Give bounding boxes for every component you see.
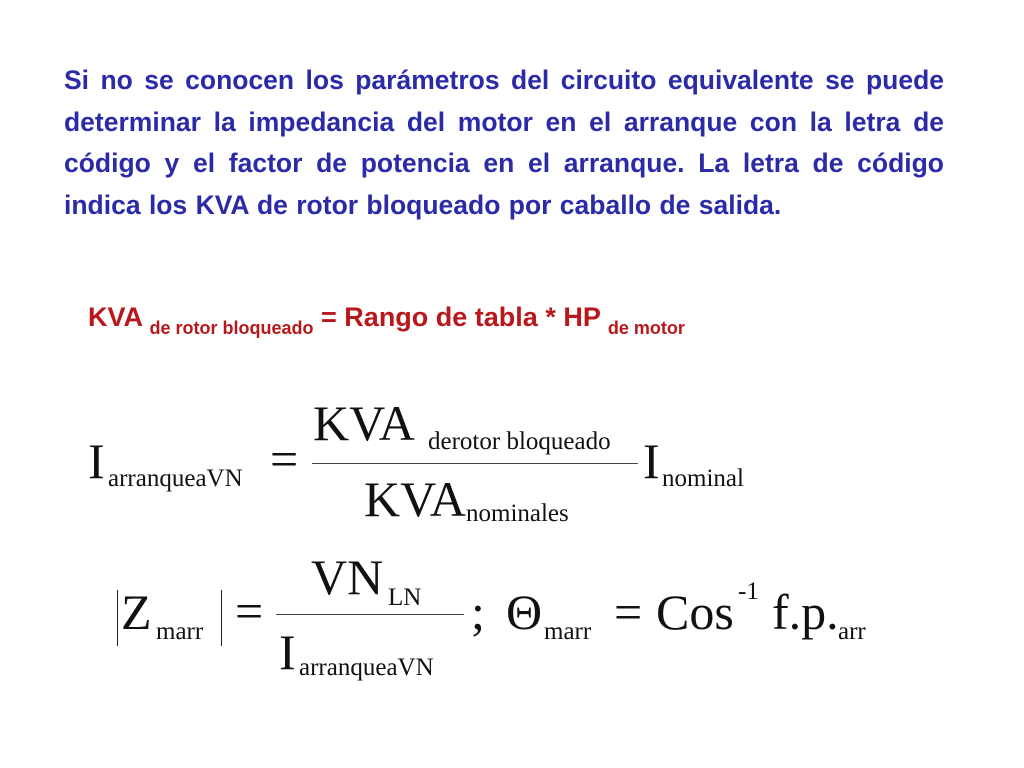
eq1-denominator-subscript: nominales — [466, 500, 569, 527]
eq2-cos-superscript: -1 — [738, 578, 759, 605]
eq2-power-factor: f.p. — [772, 584, 839, 640]
eq1-numerator: KVA — [313, 395, 415, 451]
eq1-denominator: KVA — [364, 471, 466, 527]
eq2-cos: Cos — [656, 584, 734, 640]
eq2-z: Z — [121, 584, 152, 640]
kva-subscript: de rotor bloqueado — [149, 318, 314, 338]
eq2-z-subscript: marr — [156, 618, 204, 645]
description-paragraph: Si no se conocen los parámetros del circuito equivalente se puede determinar la impedancia del motor en el arranque con la letra de código y el factor de potencia en el arranque. La letra de código indica los KVA de rotor bloqueado por caballo de salida. — [64, 65, 944, 220]
eq2-denominator: I — [279, 624, 296, 680]
eq2-power-factor-subscript: arr — [838, 618, 866, 645]
abs-bar-left — [117, 590, 118, 646]
eq1-rhs: I — [643, 433, 660, 489]
eq2-denominator-subscript: arranqueaVN — [299, 654, 434, 681]
kva-equals-text: = Rango de tabla * HP — [321, 302, 601, 332]
eq1-equals: = — [270, 431, 299, 487]
eq2-theta: Θ — [506, 584, 543, 640]
eq2-numerator: VN — [311, 549, 384, 605]
eq2-equals: = — [235, 583, 264, 639]
eq1-rhs-subscript: nominal — [662, 465, 744, 492]
eq1-lhs: I — [88, 433, 105, 489]
eq1-lhs-subscript: arranqueaVN — [108, 465, 243, 492]
eq1-numerator-subscript: derotor bloqueado — [428, 428, 611, 455]
kva-label: KVA — [88, 302, 142, 332]
eq2-numerator-subscript: LN — [388, 584, 422, 611]
eq2-equals-2: = — [614, 584, 643, 640]
hp-subscript: de motor — [607, 318, 685, 338]
abs-bar-right — [221, 590, 222, 646]
eq1-fraction-bar — [312, 463, 638, 464]
kva-formula — [88, 302, 685, 338]
eq2-fraction-bar — [276, 614, 464, 615]
eq2-theta-subscript: marr — [544, 618, 592, 645]
eq2-semicolon: ; — [471, 584, 485, 640]
